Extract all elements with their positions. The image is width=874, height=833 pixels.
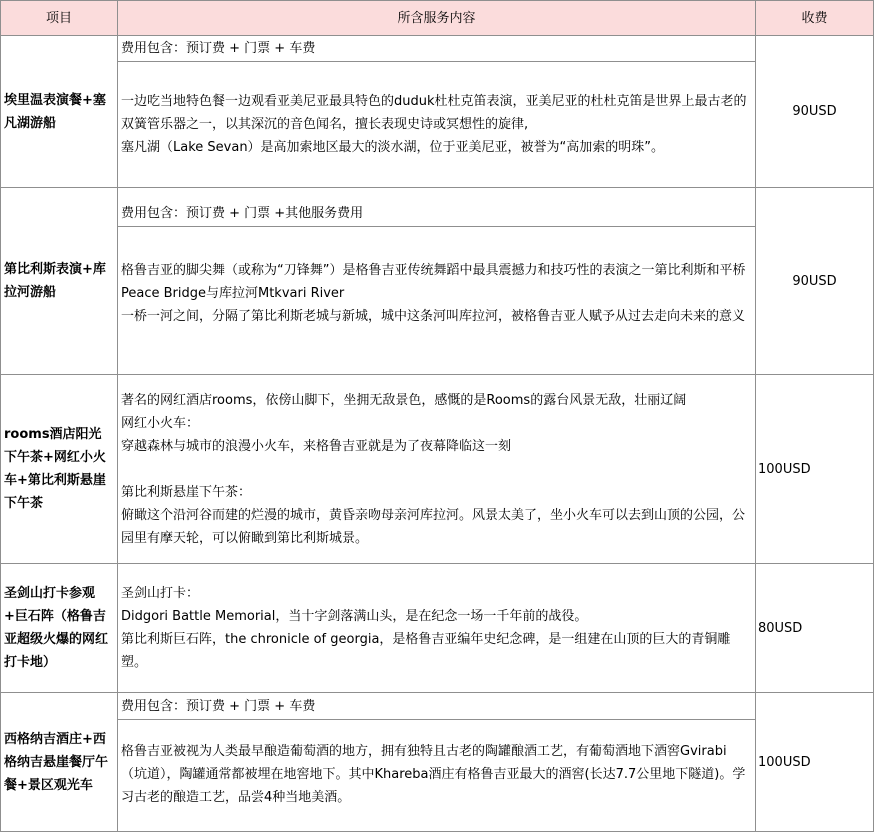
row-description <box>118 720 755 829</box>
row-price: 80USD <box>756 564 874 693</box>
row-description <box>118 62 755 187</box>
row-price: 90USD <box>756 36 874 188</box>
table-row <box>1 36 874 188</box>
row-content <box>118 693 756 832</box>
desc-line: 塞凡湖（Lake Sevan）是高加索地区最大的淡水湖，位于亚美尼亚，被誉为“高加索的明珠”。 <box>121 139 665 155</box>
desc-line: 俯瞰这个沿河谷而建的烂漫的城市，黄昏亲吻母亲河库拉河。风景太美了，坐小火车可以去到山顶的公园，公园里有摩天轮，可以俯瞰到第比利斯城景。 <box>121 507 746 546</box>
row-content <box>118 375 756 564</box>
blank-line <box>121 458 752 481</box>
desc-line: 网红小火车： <box>121 415 200 431</box>
desc-line: 一边吃当地特色餐一边观看亚美尼亚最具特色的duduk杜杜克笛表演，亚美尼亚的杜杜克笛是世界上最古老的双簧管乐器之一，以其深沉的音色闻名，擅长表现史诗或冥想性的旋律, <box>121 93 747 132</box>
desc-line: 格鲁吉亚的脚尖舞（或称为“刀锋舞”）是格鲁吉亚传统舞蹈中最具震撼力和技巧性的表演之一第比利斯和平桥Peace Bridge与库拉河Mtkvari River <box>121 263 746 301</box>
table-row <box>1 564 874 693</box>
row-content <box>118 564 756 693</box>
desc-line: 第比利斯悬崖下午茶： <box>121 484 252 500</box>
desc-line: 穿越森林与城市的浪漫小火车，来格鲁吉亚就是为了夜幕降临这一刻 <box>121 438 512 454</box>
desc-line: 格鲁吉亚被视为人类最早酿造葡萄酒的地方，拥有独特且古老的陶罐酿酒工艺，有葡萄酒地下酒窖Gvirabi（坑道），陶罐通常都被埋在地窖地下。其中Khareba酒庄有格鲁吉亚最大的酒窖(长达7.7公里地下隧道)。学习古老的酿造工艺，品尝4种当地美酒。 <box>121 744 746 805</box>
row-description <box>118 227 755 360</box>
row-price: 100USD <box>756 693 874 832</box>
row-content <box>118 188 756 375</box>
desc-line: 一桥一河之间，分隔了第比利斯老城与新城，城中这条河叫库拉河，被格鲁吉亚人赋予从过去走向未来的意义 <box>121 309 746 324</box>
header-item: 项目 <box>1 1 118 36</box>
row-price: 90USD <box>756 188 874 375</box>
row-item: 圣剑山打卡参观+巨石阵（格鲁吉亚超级火爆的网红打卡地） <box>1 564 118 693</box>
header-content: 所含服务内容 <box>118 1 756 36</box>
row-item: 第比利斯表演+库拉河游船 <box>1 188 118 375</box>
desc-line: 圣剑山打卡： <box>121 586 200 601</box>
desc-line: 第比利斯巨石阵，the chronicle of georgia，是格鲁吉亚编年史纪念碑，是一组建在山顶的巨大的青铜雕塑。 <box>121 632 731 670</box>
header-row <box>1 1 874 36</box>
row-item: 西格纳吉酒庄+西格纳吉悬崖餐厅午餐+景区观光车 <box>1 693 118 832</box>
table-row <box>1 188 874 375</box>
table-row <box>1 375 874 564</box>
row-price: 100USD <box>756 375 874 564</box>
fee-note: 费用包含：预订费 + 门票 + 车费 <box>118 37 755 62</box>
row-item: 埃里温表演餐+塞凡湖游船 <box>1 36 118 188</box>
fee-note: 费用包含：预订费 + 门票 + 车费 <box>118 695 755 720</box>
fee-note: 费用包含：预订费 + 门票 +其他服务费用 <box>118 202 755 227</box>
header-fee: 收费 <box>756 1 874 36</box>
row-item: rooms酒店阳光下午茶+网红小火车+第比利斯悬崖下午茶 <box>1 375 118 564</box>
desc-line: Didgori Battle Memorial，当十字剑落满山头，是在纪念一场一千年前的战役。 <box>121 609 588 624</box>
table-row <box>1 693 874 832</box>
desc-line: 著名的网红酒店rooms，依傍山脚下，坐拥无敌景色，感慨的是Rooms的露台风景无敌，壮丽辽阔 <box>121 392 687 408</box>
row-content <box>118 36 756 188</box>
